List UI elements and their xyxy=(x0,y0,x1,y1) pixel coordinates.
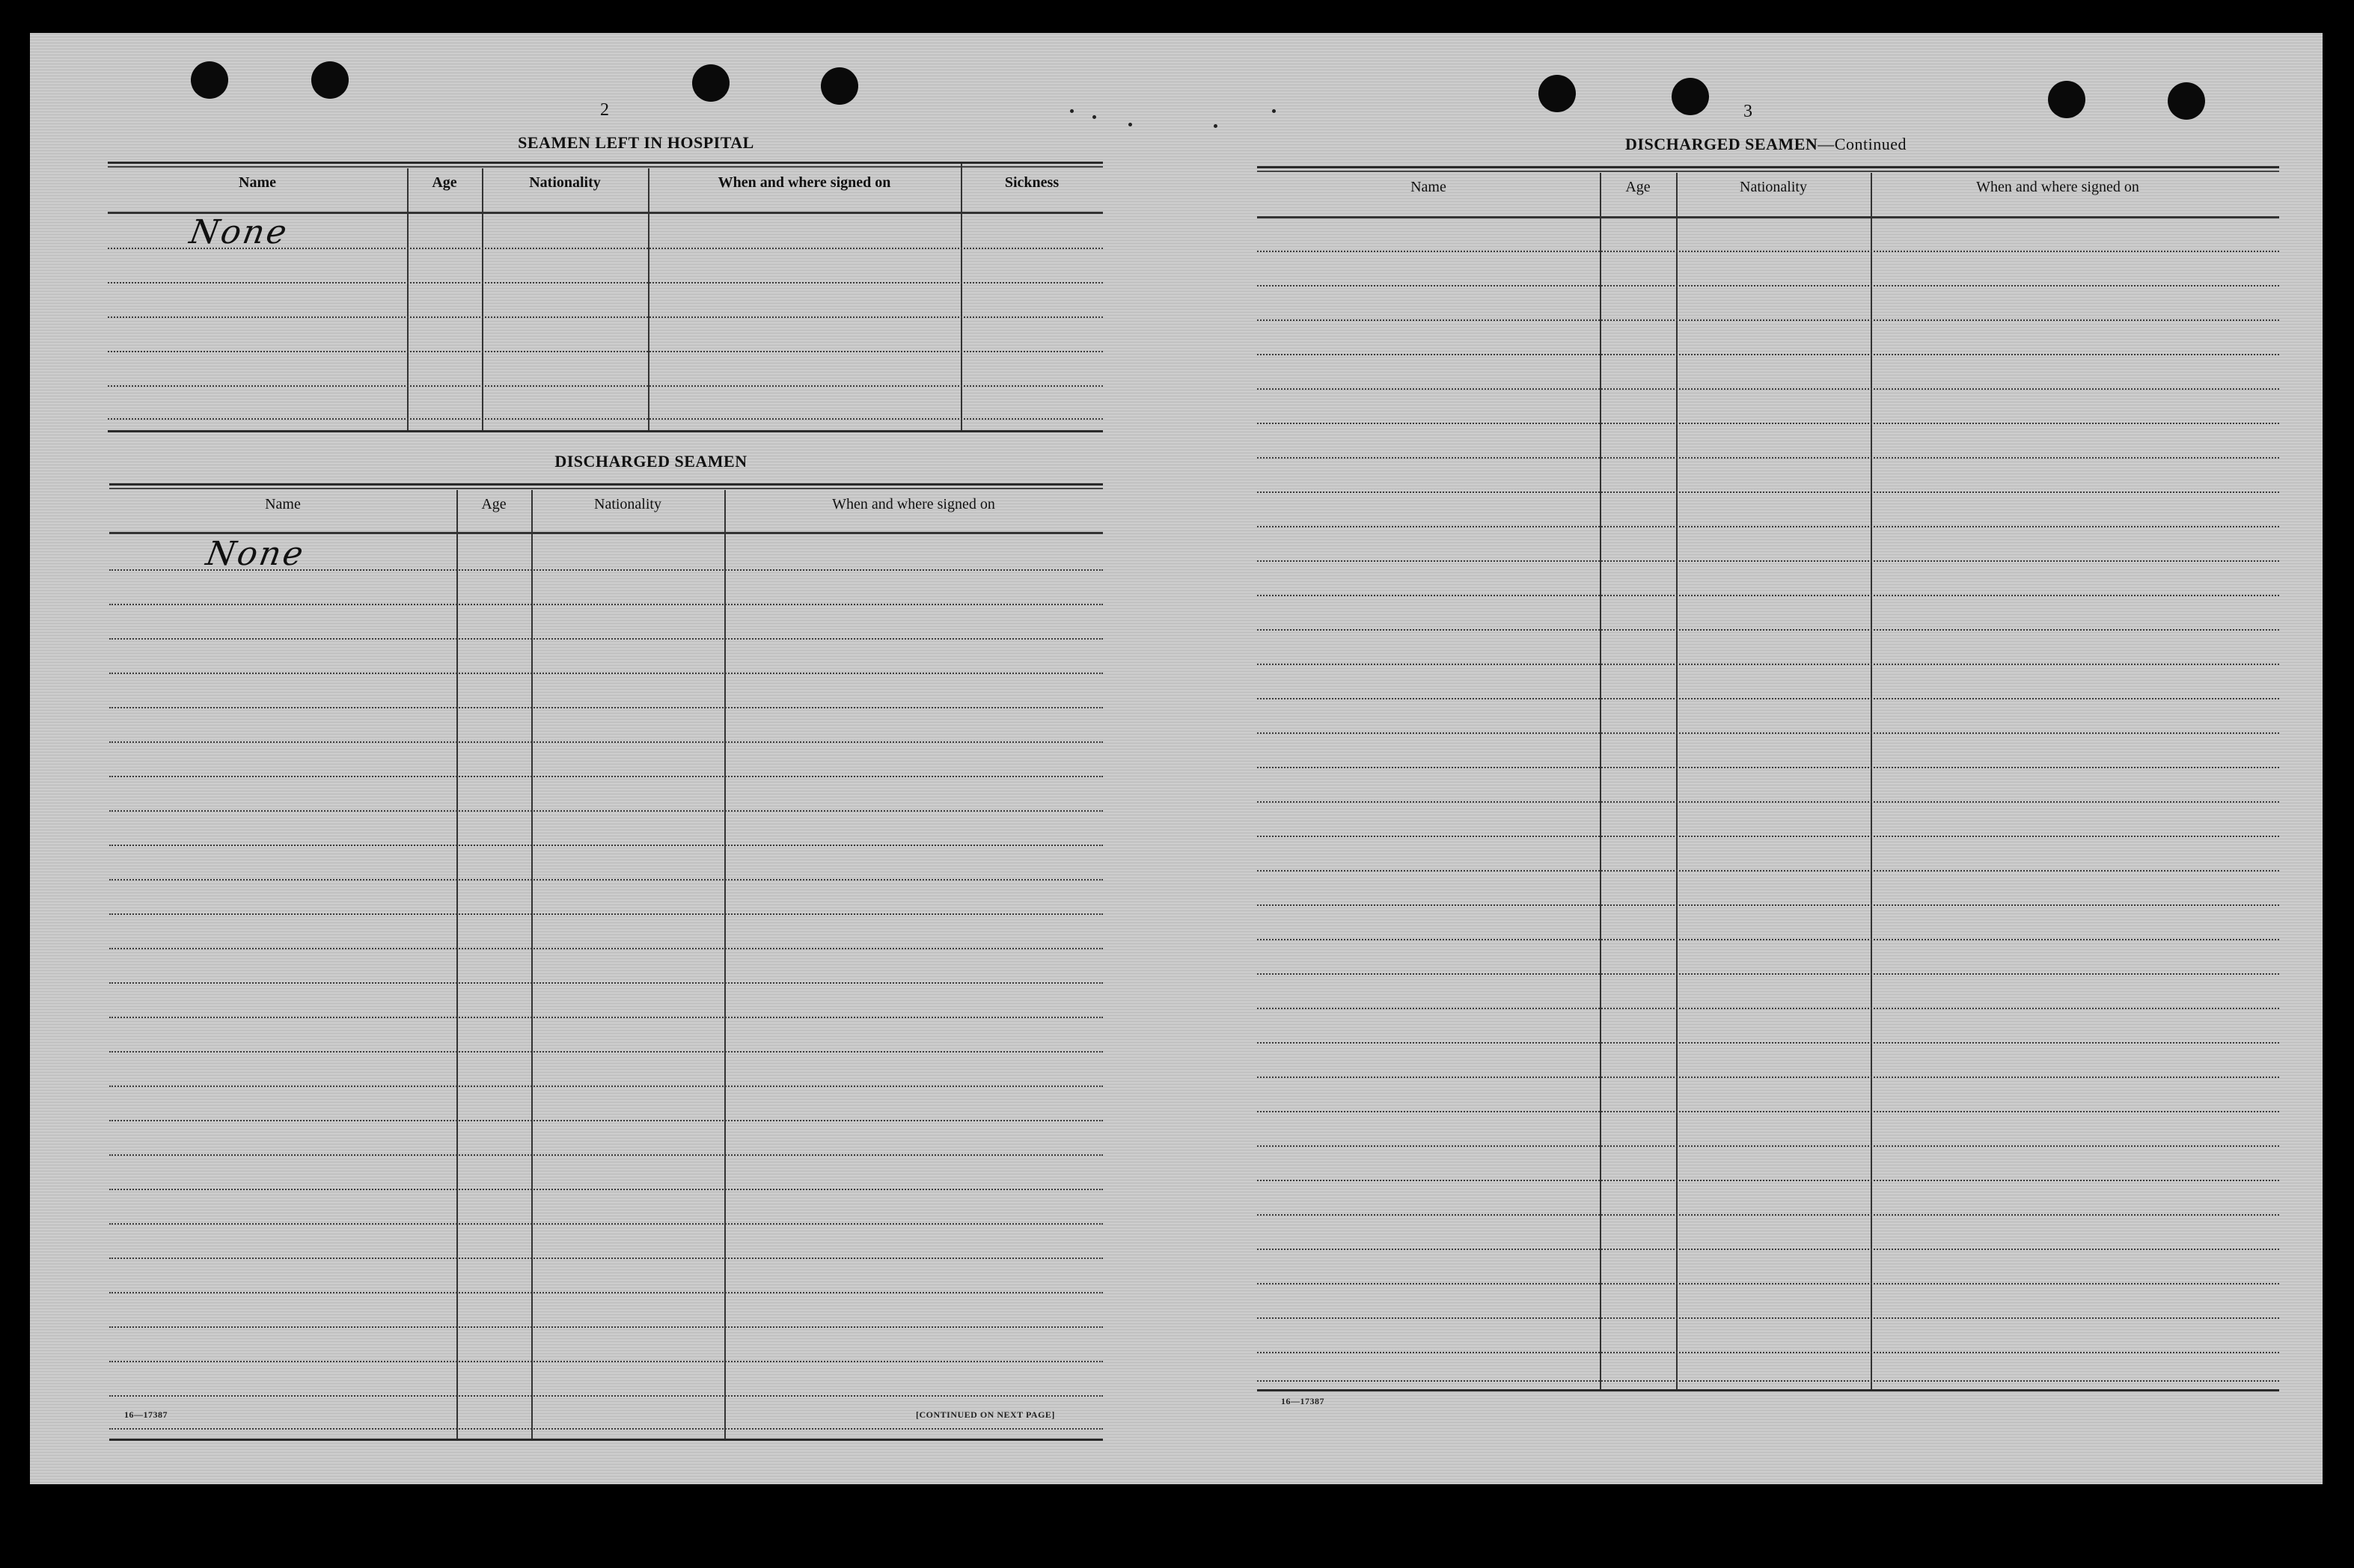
column-header-name: Name xyxy=(1410,179,1446,195)
row-line xyxy=(108,385,1103,387)
punch-hole xyxy=(2048,81,2085,118)
column-header-name: Name xyxy=(239,174,276,191)
row-line xyxy=(1257,732,2279,734)
table-bottom-rule xyxy=(108,430,1103,432)
row-line xyxy=(109,913,1103,915)
row-line xyxy=(109,1120,1103,1121)
handwritten-entry: None xyxy=(203,535,308,573)
row-line xyxy=(108,418,1103,420)
section-title-text: DISCHARGED SEAMEN xyxy=(1625,135,1818,153)
row-line xyxy=(109,845,1103,846)
row-line xyxy=(109,741,1103,743)
handwritten-entry: None xyxy=(186,213,292,251)
row-line xyxy=(1257,1249,2279,1250)
row-line xyxy=(1257,251,2279,252)
column-header-nationality: Nationality xyxy=(529,174,601,191)
punch-hole xyxy=(311,61,349,99)
page-number-left: 2 xyxy=(600,100,609,120)
row-line xyxy=(109,1189,1103,1190)
discharged-section-title: DISCHARGED SEAMEN xyxy=(554,452,748,471)
row-line xyxy=(109,982,1103,984)
row-line xyxy=(1257,664,2279,665)
continued-note: [CONTINUED ON NEXT PAGE] xyxy=(916,1409,1055,1420)
column-header-age: Age xyxy=(481,496,507,512)
row-line xyxy=(1257,1111,2279,1112)
punch-hole xyxy=(191,61,228,99)
row-line xyxy=(109,1258,1103,1259)
column-header-name: Name xyxy=(265,496,301,512)
register-sheet xyxy=(30,33,2323,1484)
row-line xyxy=(109,1051,1103,1053)
punch-hole xyxy=(821,67,858,105)
row-line xyxy=(1257,1283,2279,1284)
row-line xyxy=(109,1361,1103,1362)
row-line xyxy=(1257,491,2279,493)
row-line xyxy=(109,879,1103,881)
row-line xyxy=(1257,595,2279,596)
page-number-right: 3 xyxy=(1743,102,1752,121)
section-title-suffix: —Continued xyxy=(1818,135,1907,153)
row-line xyxy=(1257,1008,2279,1009)
row-line xyxy=(109,1395,1103,1397)
row-line xyxy=(1257,285,2279,287)
row-line xyxy=(1257,1352,2279,1353)
column-header-signed-on: When and where signed on xyxy=(832,496,995,512)
row-line xyxy=(1257,836,2279,837)
row-line xyxy=(109,1428,1103,1430)
row-line xyxy=(1257,1180,2279,1181)
row-line xyxy=(109,776,1103,777)
row-line xyxy=(109,707,1103,708)
row-line xyxy=(109,638,1103,640)
column-divider xyxy=(482,168,483,432)
punch-hole xyxy=(1672,78,1709,115)
row-line xyxy=(1257,904,2279,906)
column-divider xyxy=(724,490,726,1440)
column-header-age: Age xyxy=(432,174,457,191)
discharged-continued-title xyxy=(1497,135,2035,154)
row-line xyxy=(109,604,1103,605)
row-line xyxy=(109,810,1103,812)
speck xyxy=(1128,123,1132,126)
punch-hole xyxy=(2168,82,2205,120)
row-line xyxy=(1257,560,2279,562)
column-header-nationality: Nationality xyxy=(1740,179,1807,195)
row-line xyxy=(108,351,1103,352)
row-line xyxy=(1257,319,2279,321)
row-line xyxy=(108,282,1103,284)
speck xyxy=(1272,109,1276,113)
row-line xyxy=(1257,870,2279,872)
row-line xyxy=(1257,629,2279,631)
row-line xyxy=(109,1223,1103,1225)
row-line xyxy=(109,1154,1103,1156)
row-line xyxy=(109,1326,1103,1328)
row-line xyxy=(109,948,1103,949)
table-bottom-rule xyxy=(109,1439,1103,1441)
form-number-right: 16—17387 xyxy=(1281,1396,1324,1406)
header-rule xyxy=(109,532,1103,534)
row-line xyxy=(1257,1317,2279,1319)
discharged-table-left xyxy=(109,483,1103,1451)
column-divider xyxy=(531,490,533,1440)
row-line xyxy=(109,1085,1103,1087)
row-line xyxy=(1257,767,2279,768)
column-header-nationality: Nationality xyxy=(594,496,661,512)
row-line xyxy=(1257,698,2279,699)
form-number-left: 16—17387 xyxy=(124,1409,168,1420)
row-line xyxy=(108,316,1103,318)
row-line xyxy=(1257,1145,2279,1147)
column-header-signed-on: When and where signed on xyxy=(718,174,891,191)
punch-hole xyxy=(692,64,730,102)
row-line xyxy=(1257,388,2279,390)
row-line xyxy=(109,673,1103,674)
column-header-age: Age xyxy=(1625,179,1651,195)
row-line xyxy=(1257,973,2279,975)
column-divider xyxy=(407,168,409,432)
row-line xyxy=(1257,526,2279,527)
header-rule xyxy=(1257,216,2279,218)
row-line xyxy=(1257,457,2279,459)
hospital-section-title: SEAMEN LEFT IN HOSPITAL xyxy=(518,133,754,152)
row-line xyxy=(1257,354,2279,355)
hospital-table xyxy=(108,162,1103,433)
row-line xyxy=(1257,801,2279,803)
column-header-signed-on: When and where signed on xyxy=(1976,179,2139,195)
row-line xyxy=(1257,1042,2279,1044)
punch-hole xyxy=(1538,75,1576,112)
table-bottom-rule xyxy=(1257,1389,2279,1391)
column-divider xyxy=(961,164,962,432)
row-line xyxy=(1257,1380,2279,1382)
speck xyxy=(1070,109,1074,113)
column-divider xyxy=(648,168,649,432)
column-header-sickness: Sickness xyxy=(1004,174,1060,191)
speck xyxy=(1214,124,1217,128)
row-line xyxy=(109,1017,1103,1018)
row-line xyxy=(1257,939,2279,940)
row-line xyxy=(1257,1077,2279,1078)
row-line xyxy=(1257,423,2279,424)
row-line xyxy=(1257,1214,2279,1216)
row-line xyxy=(109,1292,1103,1293)
discharged-table-right xyxy=(1257,166,2279,1433)
speck xyxy=(1092,115,1096,119)
column-divider xyxy=(456,490,458,1440)
